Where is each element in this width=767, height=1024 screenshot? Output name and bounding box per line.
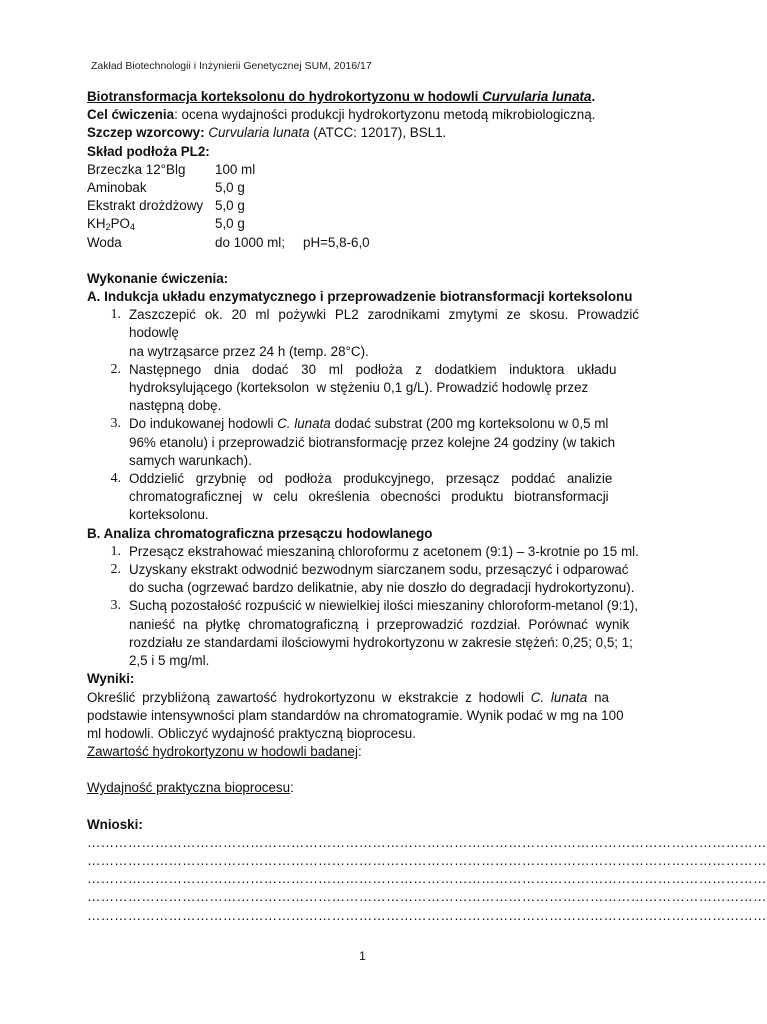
conclusion-blank-line: ……………………………………………………………………………………………………………………………………: [87, 852, 767, 868]
list-item: [87, 597, 639, 670]
goal-text: : ocena wydajności produkcji hydrokortyzonu metodą mikrobiologiczną.: [174, 107, 596, 123]
step-line: Przesącz ekstrahować mieszaniną chloroformu z acetonem (9:1) – 3-krotnie po 15 ml.: [129, 543, 639, 559]
medium-row-extra: [365, 179, 485, 197]
step-number: 3.: [110, 598, 121, 614]
list-item: [87, 543, 639, 561]
step-line: do sucha (ogrzewać bardzo delikatnie, aby nie doszło do degradacji hydrokortyzonu).: [129, 580, 635, 596]
step-text: [129, 543, 639, 561]
yield-label-line: [87, 779, 639, 797]
medium-row-name: Brzeczka 12°Blg: [87, 161, 186, 177]
medium-row-name: Aminobak: [87, 180, 147, 196]
medium-row-name: [87, 215, 215, 233]
step-line: samych warunkach).: [129, 452, 252, 468]
step-line: Uzyskany ekstrakt odwodnić bezwodnym siarczanem sodu, przesączyć i odparować: [129, 562, 629, 578]
medium-row-name: Ekstrakt drożdżowy: [87, 198, 204, 214]
strain-details: (ATCC: 12017), BSL1.: [309, 125, 447, 141]
medium-row-amount: 5,0 g: [215, 180, 245, 196]
step-number: 2.: [110, 361, 121, 377]
medium-row-extra: pH=5,8-6,0: [303, 234, 370, 250]
spacer: [87, 798, 639, 816]
strain-label: Szczep wzorcowy:: [87, 125, 205, 141]
colon: :: [290, 780, 294, 796]
results-line: ml hodowli. Obliczyć wydajność praktyczną bioprocesu.: [87, 725, 416, 741]
step-line: Suchą pozostałość rozpuścić w niewielkiej ilości mieszaniny chloroform-metanol (9:1),: [129, 598, 639, 614]
step-line: nanieść na płytkę chromatograficzną i przeprowadzić rozdział. Porównać wynik: [129, 616, 630, 632]
list-item: [87, 306, 639, 361]
step-line: 2,5 i 5 mg/ml.: [129, 653, 210, 669]
medium-row-amount: 5,0 g: [215, 198, 245, 214]
step-line: Oddzielić grzybnię od podłoża produkcyjnego, przesącz poddać analizie: [129, 471, 613, 487]
list-item: [87, 415, 639, 470]
conclusion-blank-line: ……………………………………………………………………………………………………………………………………: [87, 907, 767, 923]
conclusion-blank-line: ……………………………………………………………………………………………………………………………………: [87, 871, 767, 887]
page-header: Zakład Biotechnologii i Inżynierii Genetycznej SUM, 2016/17: [91, 60, 372, 72]
conclusions-heading: Wnioski:: [87, 816, 143, 832]
step-line: na wytrząsarce przez 24 h (temp. 28°C).: [129, 343, 369, 359]
step-text: [129, 415, 639, 470]
results-text: na: [587, 689, 609, 705]
spacer: [87, 761, 639, 779]
medium-table: [87, 161, 639, 252]
step-number: 4.: [110, 471, 121, 487]
step-text: [129, 361, 639, 416]
step-number: 3.: [110, 416, 121, 432]
medium-row-amount: 100 ml: [215, 161, 256, 177]
step-text: [129, 306, 639, 361]
step-text: [129, 561, 639, 597]
step-organism: C. lunata: [277, 416, 331, 432]
step-text: [129, 597, 639, 670]
conclusion-blank-line: ……………………………………………………………………………………………………………………………………: [87, 834, 767, 850]
step-line: korteksolonu.: [129, 507, 209, 523]
step-line: chromatograficznej w celu określenia obecności produktu biotransformacji: [129, 489, 609, 505]
medium-row-name: Woda: [87, 234, 122, 250]
title-suffix: .: [591, 89, 596, 104]
title-organism: Curvularia lunata: [482, 89, 592, 104]
step-line-part: dodać substrat (200 mg korteksolonu w 0,5 ml: [330, 416, 609, 432]
medium-row-extra: [365, 197, 485, 215]
medium-row-amount: 5,0 g: [215, 216, 245, 232]
step-number: 1.: [110, 543, 121, 559]
goal-line: [87, 106, 639, 124]
step-line: Następnego dnia dodać 30 ml podłoża z dodatkiem induktora układu: [129, 361, 617, 377]
colon: :: [357, 744, 362, 760]
step-line: 96% etanolu) i przeprowadzić biotransformację przez kolejne 24 godziny (w takich: [129, 434, 616, 450]
formula-part: KH: [87, 216, 106, 232]
medium-row-extra: [365, 161, 485, 179]
medium-heading: Skład podłoża PL2:: [87, 143, 210, 159]
step-line: [129, 415, 639, 433]
content-label-line: [87, 743, 639, 761]
step-line: następną dobę.: [129, 398, 222, 414]
section-a-heading: A. Indukcja układu enzymatycznego i przeprowadzenie biotransformacji korteksolonu: [87, 289, 633, 305]
list-item: [87, 361, 639, 416]
strain-line: [87, 124, 639, 142]
strain-organism: Curvularia lunata: [208, 125, 310, 141]
medium-row-amount: do 1000 ml;: [215, 234, 285, 250]
page-number: 1: [359, 949, 366, 963]
step-text: [129, 470, 639, 525]
yield-label: Wydajność praktyczna bioprocesu: [87, 780, 291, 796]
title-text: Biotransformacja korteksolonu do hydrokortyzonu w hodowli: [87, 89, 483, 104]
section-b-heading: B. Analiza chromatograficzna przesączu hodowlanego: [87, 525, 433, 541]
list-item: [87, 470, 639, 525]
conclusion-blank-line: ……………………………………………………………………………………………………………………………………: [87, 889, 767, 905]
step-line: Zaszczepić ok. 20 ml pożywki PL2 zarodnikami zmytymi ze skosu. Prowadzić hodowlę: [129, 307, 639, 341]
step-line: rozdziału ze standardami ilościowymi hydrokortyzonu w zakresie stężeń: 0,25; 0,5; 1;: [129, 634, 633, 650]
results-heading: Wyniki:: [87, 671, 135, 687]
medium-row-extra: [365, 215, 485, 233]
formula-subscript: 4: [129, 222, 135, 233]
formula-subscript: 2: [105, 222, 111, 233]
step-line-part: Do indukowanej hodowli: [129, 416, 278, 432]
results-organism: C. lunata: [530, 689, 588, 705]
spacer: [87, 252, 639, 270]
execution-heading: Wykonanie ćwiczenia:: [87, 270, 229, 286]
results-line: [87, 689, 639, 707]
goal-label: Cel ćwiczenia: [87, 107, 175, 123]
step-number: 1.: [110, 307, 121, 323]
list-item: [87, 561, 639, 597]
content-label: Zawartość hydrokortyzonu w hodowli badanej: [87, 744, 358, 760]
section-b-steps: [87, 543, 639, 670]
document-title: [87, 88, 639, 106]
formula-part: PO: [110, 216, 130, 232]
step-number: 2.: [110, 562, 121, 578]
results-line: podstawie intensywności plam standardów na chromatogramie. Wynik podać w mg na 100: [87, 707, 624, 723]
document-body: [87, 88, 767, 925]
section-a-steps: [87, 306, 639, 524]
step-line: hydroksylującego (korteksolon w stężeniu 0,1 g/L). Prowadzić hodowlę przez: [129, 380, 589, 396]
results-text: Określić przybliżoną zawartość hydrokortyzonu w ekstrakcie z hodowli: [87, 689, 531, 705]
